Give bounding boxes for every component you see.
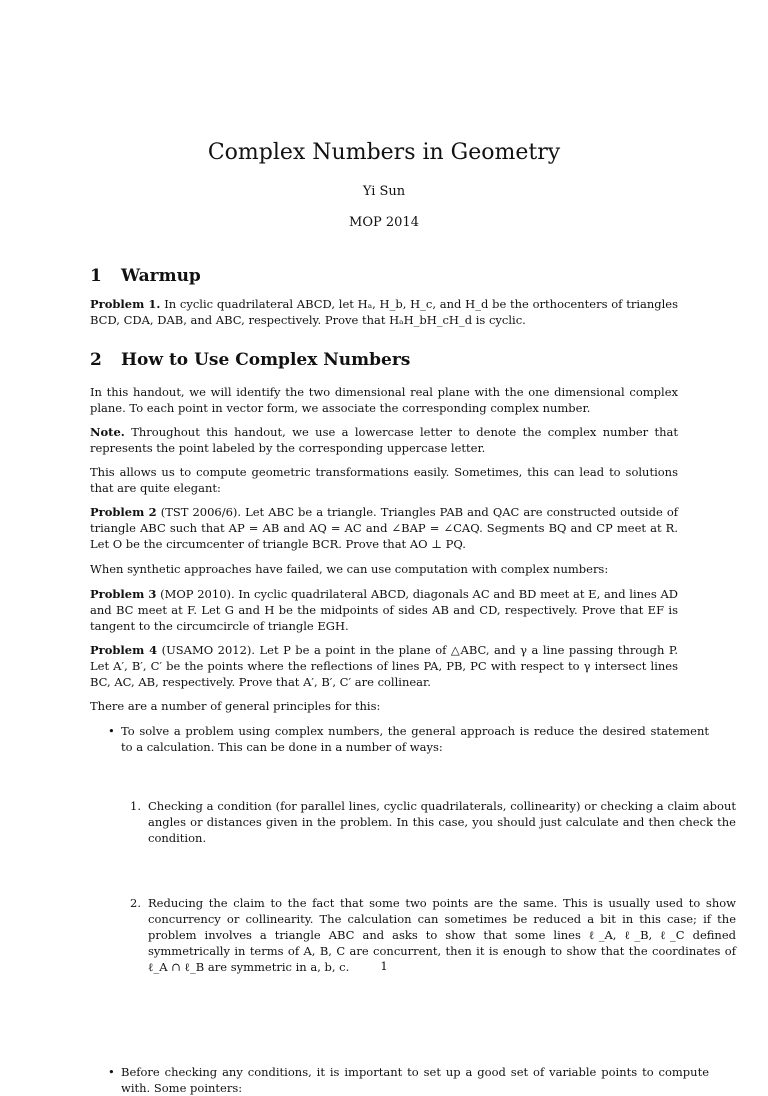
bullet-text: Before checking any conditions, it is important to set up a good set of variable points to compute with. Some pointers:: [121, 1065, 709, 1095]
principles-intro: [90, 698, 678, 714]
enumeration-marker: 1.: [130, 799, 141, 813]
problem-1: [90, 296, 678, 328]
problem-label: Problem 3: [90, 587, 157, 601]
transition-paragraph: [90, 464, 678, 496]
synthetic-paragraph: [90, 561, 678, 577]
paragraph-text: When synthetic approaches have failed, we can use computation with complex numbers:: [90, 562, 609, 576]
bullet-item-2: [90, 1064, 709, 1096]
problem-3: [90, 586, 678, 634]
author-name: Yi Sun: [362, 184, 406, 199]
problem-label: Problem 1.: [90, 297, 161, 311]
problem-4: [90, 642, 678, 690]
bullet-icon: •: [108, 1065, 115, 1079]
problem-text: (USAMO 2012). Let P be a point in the plane of △ABC, and γ a line passing through P. Let A′, B′, C′ be the points where the reflections of lines PA, PB, PC with respect to γ intersect lines BC, AC, AB, respectively. Prove that A′, B′, C′ are collinear.: [90, 643, 678, 689]
paragraph-text: There are a number of general principles for this:: [90, 699, 381, 713]
enumeration-marker: 2.: [130, 896, 141, 910]
enumerated-item-1: [90, 798, 736, 846]
bullet-text: To solve a problem using complex numbers, the general approach is reduce the desired statement to a calculation. This can be done in a number of ways:: [121, 724, 709, 754]
section-number: 2: [90, 350, 102, 370]
intro-paragraph: [90, 384, 678, 416]
document-content: [90, 0, 736, 1095]
bullet-icon: •: [108, 724, 115, 738]
note-text: Throughout this handout, we use a lowercase letter to denote the complex number that represents the point labeled by the corresponding uppercase letter.: [90, 425, 678, 455]
note-label: Note.: [90, 425, 125, 439]
enumeration-text: Reducing the claim to the fact that some two points are the same. This is usually used to show concurrency or collinearity. The calculation can sometimes be reduced a bit in this case; if the problem involves a triangle ABC and asks to show that some lines ℓ_A, ℓ_B, ℓ_C defined symmetrically in terms of A, B, C are concurrent, then it is enough to show that the coordinates of ℓ_A ∩ ℓ_B are symmetric in a, b, c.: [148, 896, 736, 974]
section-title: Warmup: [121, 266, 201, 286]
page-number: 1: [380, 959, 388, 973]
paragraph-text: In this handout, we will identify the two dimensional real plane with the one dimensional complex plane. To each point in vector form, we associate the corresponding complex number.: [90, 385, 678, 415]
enumeration-text: Checking a condition (for parallel lines, cyclic quadrilaterals, collinearity) or checking a claim about angles or distances given in the problem. In this case, you should just calculate and then check the condition.: [148, 799, 736, 845]
problem-label: Problem 2: [90, 505, 157, 519]
problem-text: In cyclic quadrilateral ABCD, let Hₐ, H_b, H_c, and H_d be the orthocenters of triangles BCD, CDA, DAB, and ABC, respectively. Prove that HₐH_bH_cH_d is cyclic.: [90, 297, 679, 327]
section-number: 1: [90, 266, 102, 286]
problem-2: [90, 504, 678, 552]
problem-label: Problem 4: [90, 643, 158, 657]
bullet-item-1: [90, 723, 709, 755]
note-paragraph: [90, 424, 678, 456]
section-title: How to Use Complex Numbers: [121, 350, 411, 370]
section-heading-1: [90, 264, 678, 288]
section-heading-2: [90, 348, 678, 372]
paragraph-text: This allows us to compute geometric transformations easily. Sometimes, this can lead to solutions that are quite elegant:: [90, 465, 678, 495]
document-date: MOP 2014: [349, 215, 419, 230]
problem-text: (MOP 2010). In cyclic quadrilateral ABCD, diagonals AC and BD meet at E, and lines AD and BC meet at F. Let G and H be the midpoints of sides AB and CD, respectively. Prove that EF is tangent to the circumcircle of triangle EGH.: [90, 587, 679, 633]
problem-text: (TST 2006/6). Let ABC be a triangle. Triangles PAB and QAC are constructed outside of triangle ABC such that AP = AB and AQ = AC and ∠BAP = ∠CAQ. Segments BQ and CP meet at R. Let O be the circumcenter of triangle BCR. Prove that AO ⊥ PQ.: [90, 505, 678, 551]
document-title: Complex Numbers in Geometry: [207, 140, 561, 165]
